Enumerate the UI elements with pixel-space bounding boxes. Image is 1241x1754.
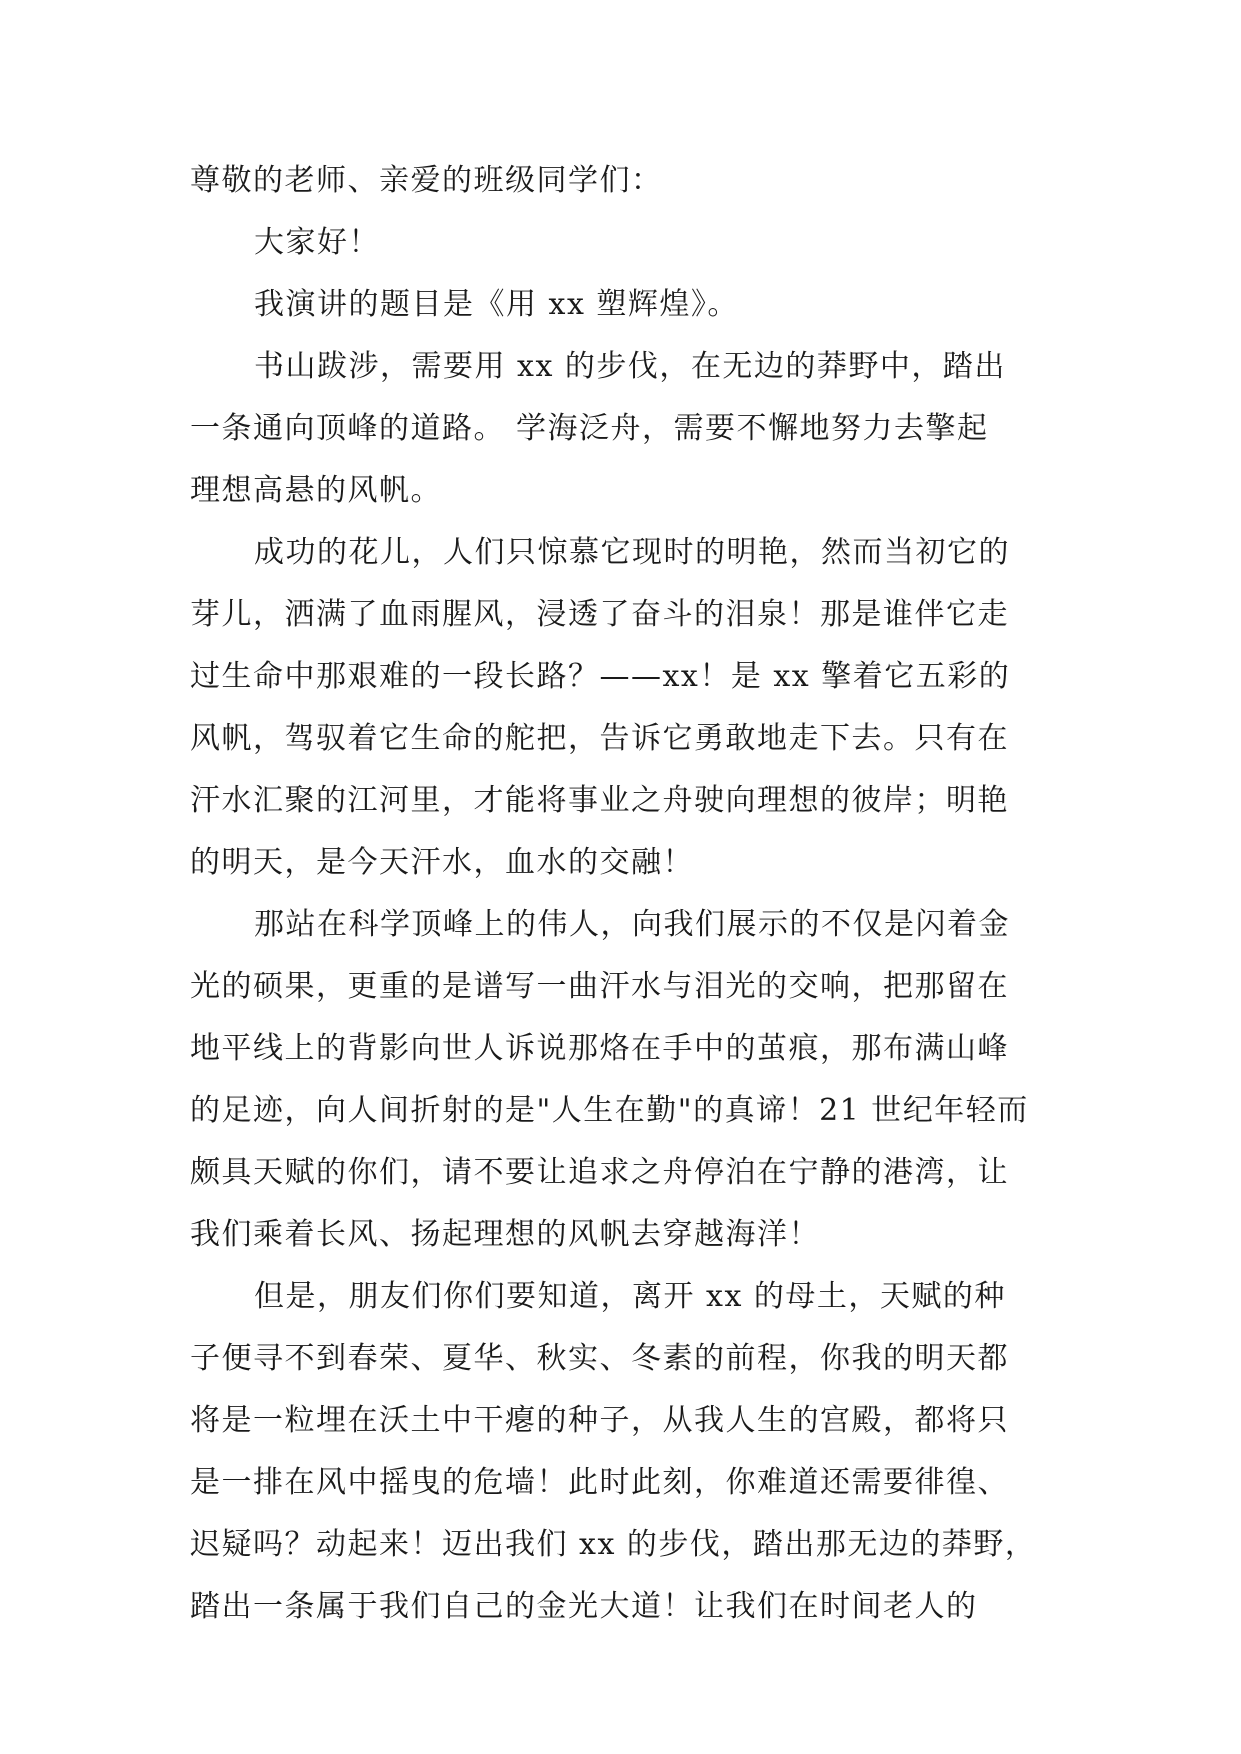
- text-line: 颇具天赋的你们，请不要让追求之舟停泊在宁静的港湾，让: [190, 1155, 1009, 1190]
- text-line: 光的硕果，更重的是谱写一曲汗水与泪光的交响，把那留在: [190, 969, 1009, 1004]
- text-line: 地平线上的背影向世人诉说那烙在手中的茧痕，那布满山峰: [190, 1031, 1009, 1066]
- text-line: 将是一粒埋在沃土中干瘪的种子，从我人生的宫殿，都将只: [190, 1403, 1009, 1438]
- text-line: 的足迹，向人间折射的是"人生在勤"的真谛！21 世纪年轻而: [190, 1093, 1029, 1128]
- text-line: 成功的花儿，人们只惊慕它现时的明艳，然而当初它的: [254, 535, 1010, 570]
- topic-line: 我演讲的题目是《用 xx 塑辉煌》。: [254, 287, 739, 322]
- text-line: 但是，朋友们你们要知道，离开 xx 的母土，天赋的种: [254, 1279, 1006, 1314]
- salutation-line: 尊敬的老师、亲爱的班级同学们：: [190, 163, 663, 198]
- text-line: 芽儿，洒满了血雨腥风，浸透了奋斗的泪泉！那是谁伴它走: [190, 597, 1009, 632]
- text-line: 过生命中那艰难的一段长路？——xx！是 xx 擎着它五彩的: [190, 659, 1011, 694]
- text-line: 是一排在风中摇曳的危墙！此时此刻，你难道还需要徘徨、: [190, 1465, 1009, 1500]
- text-line: 理想高悬的风帆。: [190, 473, 442, 508]
- text-line: 一条通向顶峰的道路。 学海泛舟，需要不懈地努力去擎起: [190, 411, 989, 446]
- text-line: 那站在科学顶峰上的伟人，向我们展示的不仅是闪着金: [254, 907, 1010, 942]
- text-line: 书山跋涉，需要用 xx 的步伐，在无边的莽野中，踏出: [254, 349, 1006, 384]
- text-line: 风帆，驾驭着它生命的舵把，告诉它勇敢地走下去。只有在: [190, 721, 1009, 756]
- text-line: 子便寻不到春荣、夏华、秋实、冬素的前程，你我的明天都: [190, 1341, 1009, 1376]
- text-line: 我们乘着长风、扬起理想的风帆去穿越海洋！: [190, 1217, 820, 1252]
- text-line: 迟疑吗？动起来！迈出我们 xx 的步伐，踏出那无边的莽野，: [190, 1527, 1037, 1562]
- greeting-line: 大家好！: [254, 225, 380, 260]
- text-line: 的明天，是今天汗水，血水的交融！: [190, 845, 694, 880]
- text-line: 踏出一条属于我们自己的金光大道！让我们在时间老人的: [190, 1589, 978, 1624]
- text-line: 汗水汇聚的江河里，才能将事业之舟驶向理想的彼岸；明艳: [190, 783, 1009, 818]
- speech-body: [190, 150, 1065, 1638]
